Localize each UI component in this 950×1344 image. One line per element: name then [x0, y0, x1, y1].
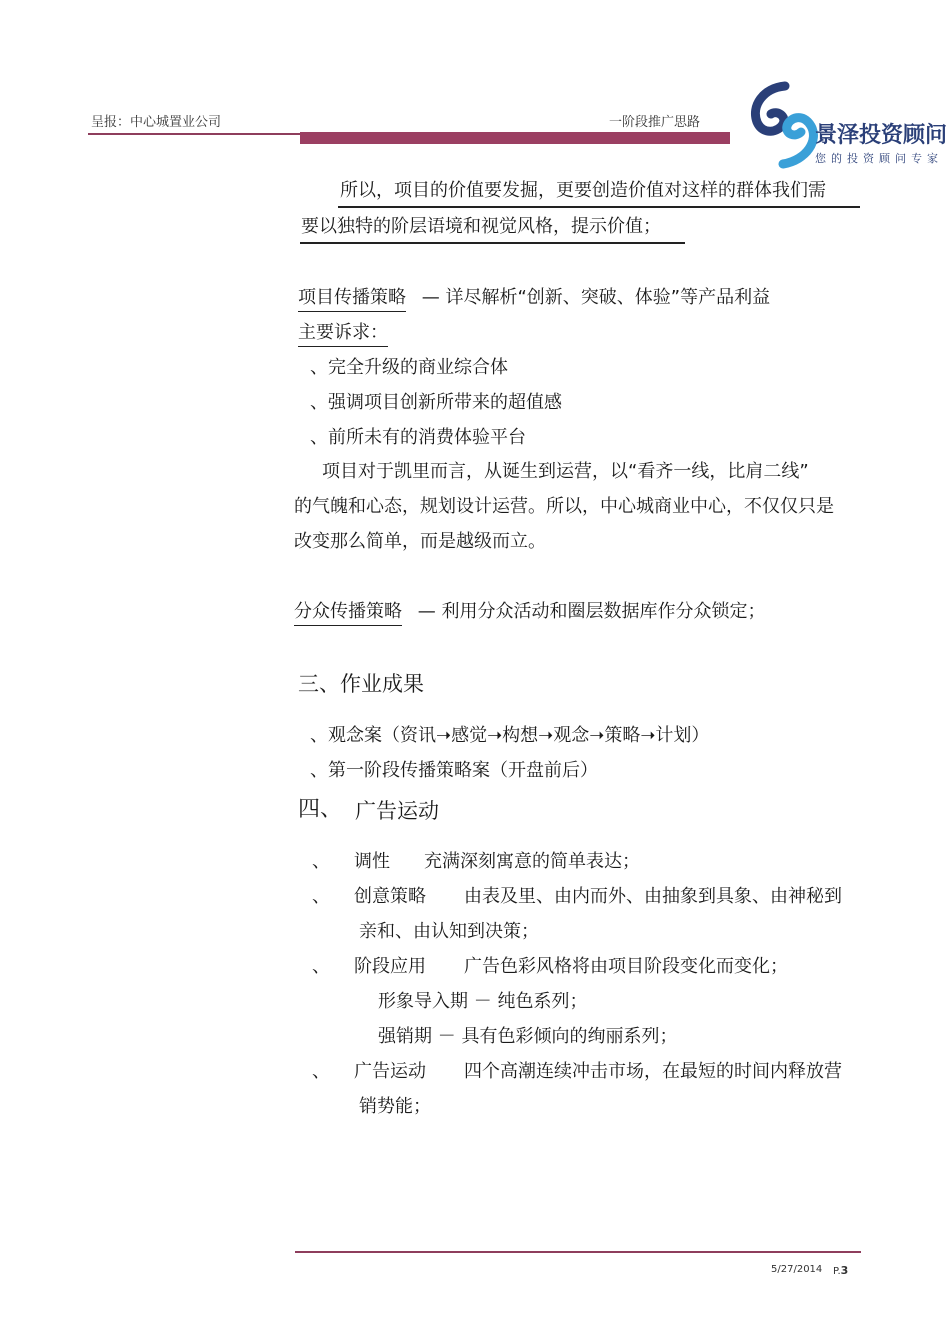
- footer-rule: [295, 1251, 861, 1253]
- footer-date: 5/27/2014: [771, 1264, 823, 1275]
- logo-tagline: 您的投资顾问专家: [815, 152, 943, 165]
- footer-page-number: 3: [840, 1264, 849, 1277]
- s1-bullet-1: 、完全升级的商业综合体: [310, 357, 508, 378]
- s1-title: 项目传播策略: [298, 287, 406, 312]
- s2-title: 分众传播策略: [294, 601, 402, 626]
- header-section-title: 一阶段推广思路: [609, 115, 701, 130]
- s4-item-4-text: 四个高潮连续冲击市场，在最短的时间内释放营: [464, 1061, 842, 1082]
- s4-item-3: [312, 956, 788, 978]
- s4-item-2-cont: 亲和、由认知到决策；: [359, 921, 539, 942]
- s1-para-line1: 项目对于凯里而言，从诞生到运营，以“看齐一线，比肩二线”: [322, 461, 809, 482]
- s4-item-3-text: 广告色彩风格将由项目阶段变化而变化；: [464, 956, 788, 977]
- s4-item-1-text: 充满深刻寓意的简单表达；: [424, 851, 640, 872]
- s4-item-4-label: 广告运动: [354, 1061, 426, 1082]
- footer-page: [833, 1264, 848, 1277]
- s4-item-4: [312, 1061, 842, 1083]
- intro-underline-2: [300, 242, 685, 244]
- s4-item-1-label: 调性: [354, 851, 390, 872]
- s4-item-2-text: 由表及里、由内而外、由抽象到具象、由神秘到: [464, 886, 842, 907]
- footer-page-label: P.: [833, 1266, 841, 1277]
- s4-item-4-mark: 、: [312, 1061, 330, 1082]
- s2-desc: — 利用分众活动和圈层数据库作分众锁定；: [417, 601, 766, 622]
- s4-title: 广告运动: [355, 799, 439, 823]
- intro-line1-b: 对这样的群体我们需: [664, 180, 826, 201]
- s1-subheading: [298, 322, 388, 344]
- s1-bullet-3: 、前所未有的消费体验平台: [310, 427, 526, 448]
- s1-para-line3: 改变那么简单，而是越级而立。: [294, 531, 546, 552]
- s4-item-3-mark: 、: [312, 956, 330, 977]
- s4-item-2-mark: 、: [312, 886, 330, 907]
- s4-number: 四、: [298, 797, 343, 822]
- s3-bullet-2: 、第一阶段传播策略案（开盘前后）: [310, 760, 598, 781]
- logo-swirl-icon: [745, 80, 825, 170]
- s1-sub: 主要诉求：: [298, 322, 388, 347]
- s4-item-1: [312, 851, 640, 873]
- s3-bullet-1: 、观念案（资讯➝感觉➝构想➝观念➝策略➝计划）: [310, 725, 710, 746]
- s4-item-4-cont: 销势能；: [359, 1096, 431, 1117]
- intro-line1: [340, 180, 826, 202]
- s1-desc: — 详尽解析“创新、突破、体验”等产品利益: [421, 287, 771, 308]
- logo-name: 景泽投资顾问: [815, 122, 948, 148]
- header-rule-thick: [300, 132, 730, 144]
- header-rule-thin: [88, 133, 300, 135]
- intro-underline-1: [338, 206, 860, 208]
- s2-heading: [294, 601, 765, 623]
- s1-heading: [298, 287, 770, 309]
- s1-para-line2: 的气魄和心态，规划设计运营。所以，中心城商业中心，不仅仅只是: [294, 496, 834, 517]
- s4-item-2-label: 创意策略: [354, 886, 426, 907]
- s3-heading: 三、作业成果: [298, 672, 424, 696]
- s4-item-3-sub-2: 强销期 － 具有色彩倾向的绚丽系列；: [378, 1026, 678, 1047]
- s4-item-2: [312, 886, 842, 908]
- s1-bullet-2: 、强调项目创新所带来的超值感: [310, 392, 562, 413]
- intro-line2: 要以独特的阶层语境和视觉风格，提示价值；: [301, 216, 661, 237]
- intro-line1-a: 所以，项目的价值要发掘，更要创造价值: [340, 180, 664, 201]
- s4-item-1-mark: 、: [312, 851, 330, 872]
- s4-item-3-label: 阶段应用: [354, 956, 426, 977]
- s4-item-3-sub-1: 形象导入期 － 纯色系列；: [378, 991, 588, 1012]
- header-client: 呈报：中心城置业公司: [91, 115, 222, 130]
